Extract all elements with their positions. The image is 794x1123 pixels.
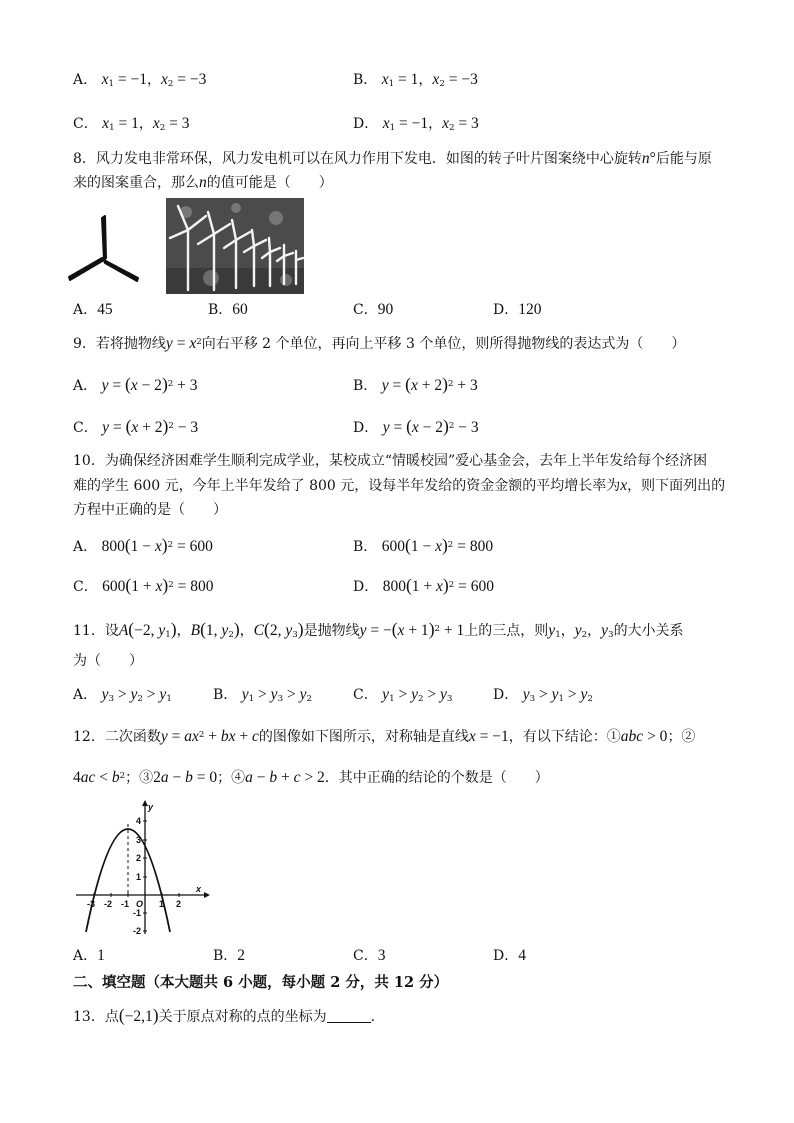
q11-option-d: D． $y_3 > y_1 > y_2$	[493, 686, 593, 705]
q11-option-c: C． $y_1 > y_2 > y_3$	[353, 686, 453, 705]
q11-stem-line2: 为（ ）	[73, 653, 143, 669]
option-label: C．	[353, 948, 378, 964]
option-label: D．	[493, 302, 519, 318]
q8-text: 的值可能是（ ）	[206, 175, 333, 191]
q8-stem-line1: 8．风力发电非常环保，风力发电机可以在风力作用下发电．如图的转子叶片图案绕中心旋转n°后能与原	[73, 150, 712, 167]
q11-text: 11．设	[73, 623, 119, 639]
q12-stem-line2: $4ac < b^2$；③2a − b = 0；④a − b + c > 2．其中正确的结论的个数是（ ）	[73, 769, 549, 786]
q10-option-a: A． $800(1 - x)^2 = 600$	[73, 535, 213, 555]
option-label: A．	[73, 378, 98, 394]
q9-option-b: B． $y = (x + 2)^2 + 3$	[353, 374, 478, 394]
q9-option-d: D． $y = (x - 2)^2 - 3$	[353, 416, 479, 436]
q10-stem-line1: 10．为确保经济困难学生顺利完成学业，某校成立“情暖校园”爱心基金会，去年上半年发给每个经济困	[73, 453, 708, 469]
x-tick-label: 1	[159, 899, 165, 909]
option-label: C．	[73, 579, 98, 595]
option-text: 4	[518, 947, 526, 964]
x-tick-label: -3	[87, 899, 96, 909]
option-label: B．	[213, 948, 238, 964]
x-tick-label: -1	[121, 899, 130, 909]
option-label: B．	[353, 378, 378, 394]
q11-text: 是抛物线	[303, 623, 360, 639]
option-label: B．	[208, 302, 233, 318]
q10-option-b: B． $600(1 - x)^2 = 800$	[353, 535, 494, 555]
q8-var: n	[199, 174, 207, 191]
q8-option-d	[493, 300, 541, 320]
q13-text: 13．点	[73, 1009, 119, 1025]
q8-var: n	[641, 150, 650, 167]
q10-stem-line2: 难的学生 600 元，今年上半年发给了 800 元，设每半年发给的资金金额的平均增长率为x，则下面列出的	[73, 477, 726, 494]
q10-stem-line3: 方程中正确的是（ ）	[73, 502, 227, 518]
q8-stem-line2	[73, 173, 333, 193]
option-label: B．	[213, 687, 238, 703]
option-text: 3	[377, 947, 386, 964]
option-label: A．	[73, 948, 98, 964]
q12-option-c	[353, 946, 385, 966]
q12-text: ．其中正确的结论的个数是（ ）	[324, 770, 549, 786]
q8-option-b	[208, 300, 248, 320]
section-heading: 二、填空题（本大题共 6 小题，每小题 2 分，共 12 分）	[73, 974, 449, 991]
option-label: B．	[353, 72, 378, 88]
option-label: A．	[73, 302, 98, 318]
option-label: A．	[73, 72, 98, 88]
y-tick-label: 4	[136, 816, 142, 826]
q11-text: 的大小关系	[613, 623, 684, 639]
option-label: A．	[73, 539, 98, 555]
q12-text: ，有以下结论：①	[508, 729, 621, 745]
q13-text: 关于原点对称的点的坐标为	[158, 1009, 327, 1025]
option-label: D．	[493, 687, 519, 703]
q12-text: ；④	[217, 770, 246, 786]
option-text: 45	[97, 301, 113, 318]
q13-stem: 13．点(−2,1)关于原点对称的点的坐标为 .	[73, 1005, 376, 1025]
option-text: 120	[518, 301, 542, 318]
q8-text: 后能与原	[655, 151, 712, 167]
option-text: 60	[232, 301, 248, 318]
y-tick-label: 1	[136, 872, 142, 882]
q10-text: 难的学生 600 元，今年上半年发给了 800 元，设每半年发给的资金金额的平均增长率为	[73, 478, 621, 494]
q11-text: 上的三点，则	[464, 623, 549, 639]
y-tick-label: 2	[136, 853, 142, 863]
rotor-figure	[66, 212, 142, 284]
q11-option-a: A． $y_3 > y_2 > y_1$	[73, 686, 172, 705]
q12-text: 12．二次函数	[73, 729, 161, 745]
q8-option-a	[73, 300, 113, 320]
q10-option-c: C． $600(1 + x)^2 = 800$	[73, 575, 214, 595]
q12-text: ；③	[125, 770, 154, 786]
q12-option-a	[73, 946, 105, 966]
option-label: C．	[73, 116, 98, 132]
q12-option-d	[493, 946, 526, 966]
y-tick-label: -2	[133, 926, 142, 936]
q12-stem-line1: 12．二次函数$y = ax^2$ + bx + c的图像如下图所示，对称轴是直线x = −1，有以下结论：①abc > 0；②	[73, 728, 696, 745]
x-axis-arrow-icon	[204, 892, 210, 898]
q8-option-c	[353, 300, 393, 320]
option-label: D．	[353, 116, 379, 132]
q11-stem-line1: 11．设A(−2, $y_1$)，B(1, $y_2$)，C(2, $y_3$)是抛物线$y = -(x + 1)^2 + 1$上的三点，则$y_1$，$y_2$，$y_3$的大小关系	[73, 619, 684, 641]
option-label: A．	[73, 687, 98, 703]
option-label: B．	[353, 539, 378, 555]
option-label: C．	[73, 420, 98, 436]
q7-option-d: D． $x_1 = -1$，$x_2 = 3$	[353, 115, 479, 134]
option-label: D．	[353, 420, 379, 436]
option-label: C．	[353, 687, 378, 703]
y-axis-label: y	[148, 802, 154, 812]
q7-option-a: A． $x_1 = -1$，$x_2 = -3$	[73, 71, 207, 90]
x-tick-label: 2	[176, 899, 182, 909]
origin-label: O	[136, 899, 144, 909]
q11-option-b: B． $y_1 > y_3 > y_2$	[213, 686, 313, 705]
option-label: D．	[493, 948, 519, 964]
wind-turbines-photo	[166, 198, 304, 294]
q9-option-a: A． $y = (x - 2)^2 + 3$	[73, 374, 198, 394]
q9-stem: 9．若将抛物线$y = x^2$向右平移 2 个单位，再向上平移 3 个单位，则所得抛物线的表达式为（ ）	[73, 335, 686, 352]
q9-text: 向右平移 2 个单位，再向上平移 3 个单位，则所得抛物线的表达式为（ ）	[201, 336, 686, 352]
q9-option-c: C． $y = (x + 2)^2 - 3$	[73, 416, 199, 436]
q13-text: .	[370, 1009, 376, 1025]
q10-text: ，则下面列出的	[627, 478, 726, 494]
option-label: D．	[353, 579, 379, 595]
y-tick-label: 3	[136, 835, 142, 845]
q7-option-b: B． $x_1 = 1$，$x_2 = -3$	[353, 71, 478, 90]
q8-text: 8．风力发电非常环保，风力发电机可以在风力作用下发电．如图的转子叶片图案绕中心旋转	[73, 151, 642, 167]
q12-text: 的图像如下图所示，对称轴是直线	[258, 729, 469, 745]
option-label: C．	[353, 302, 378, 318]
q8-text: 来的图案重合，那么	[73, 175, 199, 191]
option-text: 2	[237, 947, 246, 964]
q12-option-b	[213, 946, 245, 966]
q12-text: ；②	[667, 729, 696, 745]
parabola-graph	[72, 800, 212, 940]
x-tick-label: -2	[104, 899, 113, 909]
y-tick-label: -1	[133, 908, 142, 918]
answer-blank[interactable]	[327, 1008, 371, 1023]
option-text: 1	[97, 947, 105, 964]
q10-option-d: D． $800(1 + x)^2 = 600$	[353, 575, 495, 595]
option-text: 90	[377, 301, 394, 318]
q7-option-c: C． $x_1 = 1$，$x_2 = 3$	[73, 115, 190, 134]
q9-text: 9．若将抛物线	[73, 336, 166, 352]
x-axis-label: x	[196, 884, 202, 894]
